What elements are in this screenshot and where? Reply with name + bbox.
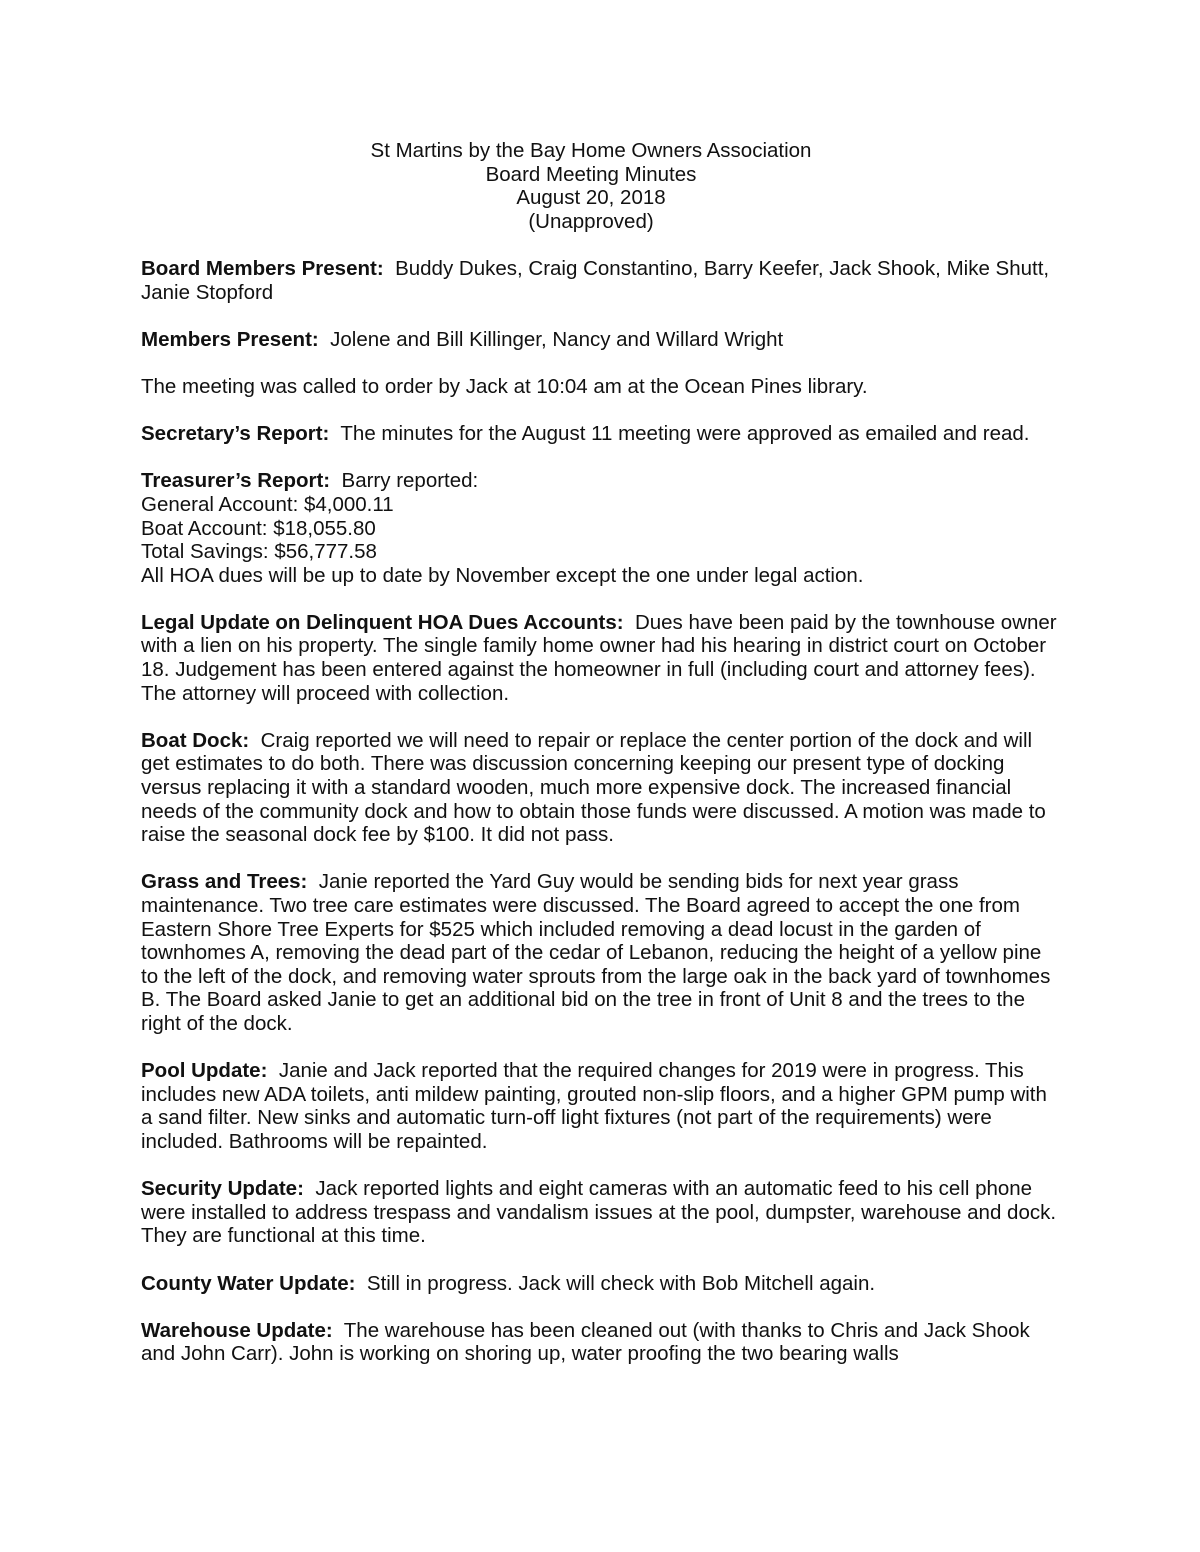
county-water-text: Still in progress. Jack will check with Bob Mitchell again. xyxy=(366,1271,876,1295)
secretary-report-text: The minutes for the August 11 meeting were approved as emailed and read. xyxy=(340,422,1030,446)
security-update xyxy=(141,1177,1061,1248)
security-update-text: Jack reported lights and eight cameras with an automatic feed to his cell phone were installed to address trespass and vandalism issues at the pool, dumpster, warehouse and dock. They are functional at this time. xyxy=(141,1177,1057,1248)
document-header xyxy=(121,139,1061,233)
warehouse-update-label: Warehouse Update: xyxy=(141,1318,333,1342)
boat-account-line: Boat Account: $18,055.80 xyxy=(141,516,376,540)
grass-and-trees-text: Janie reported the Yard Guy would be sending bids for next year grass maintenance. Two tree care estimates were discussed. The Board agreed to accept the one from Eastern Shore Tree Experts for $525 which included removing a dead locust in the garden of townhomes A, removing the dead part of the cedar of Lebanon, reducing the height of a yellow pine to the left of the dock, and removing water sprouts from the large oak in the back yard of townhomes B. The Board asked Janie to get an additional bid on the tree in front of Unit 8 and the trees to the right of the dock. xyxy=(141,870,1051,1035)
treasurer-report-text: Barry reported: xyxy=(341,469,479,493)
grass-and-trees xyxy=(141,870,1061,1035)
county-water-label: County Water Update: xyxy=(141,1271,356,1295)
pool-update-label: Pool Update: xyxy=(141,1059,268,1083)
secretary-report xyxy=(141,422,1061,446)
county-water-update xyxy=(141,1272,1061,1296)
boat-dock-label: Boat Dock: xyxy=(141,728,250,752)
legal-update xyxy=(141,611,1061,705)
warehouse-update xyxy=(141,1319,1061,1366)
security-update-label: Security Update: xyxy=(141,1177,304,1201)
warehouse-update-text: The warehouse has been cleaned out (with thanks to Chris and Jack Shook and John Carr). John is working on shoring up, water proofing the two bearing walls xyxy=(141,1318,1030,1366)
dues-status-line: All HOA dues will be up to date by November except the one under legal action. xyxy=(141,563,864,587)
treasurer-report xyxy=(141,469,1061,587)
board-members-present xyxy=(141,257,1061,304)
members-present xyxy=(141,328,1061,352)
call-to-order: The meeting was called to order by Jack at 10:04 am at the Ocean Pines library. xyxy=(141,374,868,398)
legal-update-label: Legal Update on Delinquent HOA Dues Accounts: xyxy=(141,610,624,634)
org-name: St Martins by the Bay Home Owners Association xyxy=(370,139,812,162)
members-present-text: Jolene and Bill Killinger, Nancy and Willard Wright xyxy=(330,327,784,351)
legal-update-text: Dues have been paid by the townhouse owner with a lien on his property. The single family home owner had his hearing in district court on October 18. Judgement has been entered against the homeowner in full (including court and attorney fees). The attorney will proceed with collection. xyxy=(141,610,1057,705)
boat-dock-text: Craig reported we will need to repair or replace the center portion of the dock and will get estimates to do both. There was discussion concerning keeping our present type of docking versus replacing it with a standard wooden, much more expensive dock. The increased financial needs of the community dock and how to obtain those funds were discussed. A motion was made to raise the seasonal dock fee by $100. It did not pass. xyxy=(141,728,1046,847)
minutes-page xyxy=(141,139,1061,1366)
general-account-line: General Account: $4,000.11 xyxy=(141,492,394,516)
grass-and-trees-label: Grass and Trees: xyxy=(141,870,308,894)
meeting-date: August 20, 2018 xyxy=(516,186,666,210)
board-members-label: Board Members Present: xyxy=(141,256,384,280)
boat-dock xyxy=(141,729,1061,847)
treasurer-report-label: Treasurer’s Report: xyxy=(141,469,331,493)
pool-update xyxy=(141,1059,1061,1153)
approval-status: (Unapproved) xyxy=(528,209,654,233)
pool-update-text: Janie and Jack reported that the required changes for 2019 were in progress. This includes new ADA toilets, anti mildew painting, grouted non-slip floors, and a higher GPM pump with a sand filter. New sinks and automatic turn-off light fixtures (not part of the requirements) were included. Bathrooms will be repainted. xyxy=(141,1059,1047,1153)
document-title: Board Meeting Minutes xyxy=(485,162,697,186)
total-savings-line: Total Savings: $56,777.58 xyxy=(141,540,377,564)
secretary-report-label: Secretary’s Report: xyxy=(141,422,330,446)
board-members-text: Buddy Dukes, Craig Constantino, Barry Keefer, Jack Shook, Mike Shutt, Janie Stopford xyxy=(141,256,1050,304)
members-present-label: Members Present: xyxy=(141,327,319,351)
